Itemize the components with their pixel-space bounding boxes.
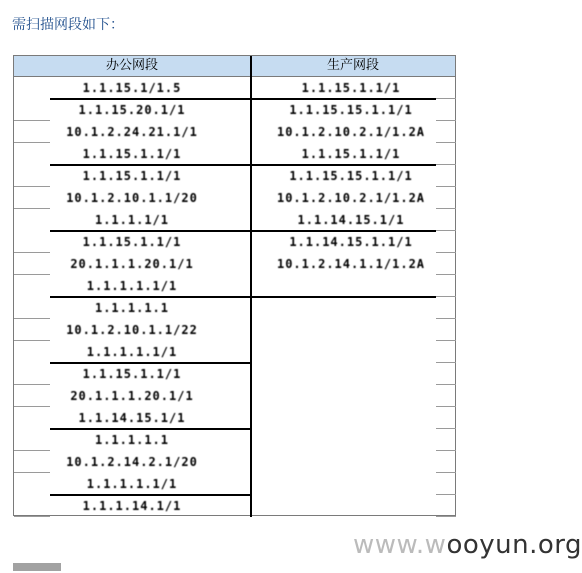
row-divider: [50, 472, 250, 473]
table-header: [14, 56, 455, 77]
row-divider: [436, 516, 456, 517]
row-divider: [50, 164, 250, 166]
row-divider: [14, 208, 50, 209]
row-divider: [436, 296, 456, 297]
watermark: www.wooyun.org: [353, 530, 582, 560]
row-divider: [50, 428, 250, 430]
office-cell: 1.1.15.1.1/1: [82, 367, 182, 381]
row-divider: [50, 252, 250, 253]
header-production: 生产网段: [326, 58, 379, 73]
row-divider: [14, 318, 50, 319]
row-divider: [14, 472, 50, 473]
office-cell: 1.1.15.20.1/1: [78, 103, 186, 117]
row-divider: [50, 362, 250, 364]
cropped-footer-fragment: [13, 563, 61, 571]
office-cell: 10.1.2.10.1.1/22: [66, 323, 198, 337]
office-cell: 1.1.15.1/1.5: [82, 81, 182, 95]
row-divider: [50, 186, 250, 187]
row-divider: [14, 120, 50, 121]
row-divider: [50, 274, 250, 275]
row-divider: [50, 516, 250, 517]
row-divider: [252, 296, 436, 298]
row-divider: [50, 384, 250, 385]
office-cell: 20.1.1.1.20.1/1: [70, 389, 194, 403]
production-cell: 1.1.15.1.1/1: [301, 81, 401, 95]
production-cell: 1.1.15.1.1/1: [301, 147, 401, 161]
office-cell: 1.1.1.14.1/1: [82, 499, 182, 513]
column-divider: [250, 56, 252, 517]
office-cell: 1.1.1.1/1: [94, 213, 170, 227]
row-divider: [50, 142, 250, 143]
row-divider: [50, 340, 250, 341]
row-divider: [252, 164, 436, 166]
row-divider: [14, 516, 50, 517]
row-divider: [436, 340, 456, 341]
row-divider: [436, 318, 456, 319]
production-cell: 1.1.14.15.1.1/1: [289, 235, 413, 249]
office-cell: 1.1.1.1.1: [94, 301, 170, 315]
row-divider: [436, 428, 456, 429]
row-divider: [14, 450, 50, 451]
production-cell: 10.1.2.10.2.1/1.2A: [276, 191, 426, 205]
production-cell: 1.1.15.15.1.1/1: [289, 169, 413, 183]
office-cell: 1.1.1.1.1: [94, 433, 170, 447]
row-divider: [436, 406, 456, 407]
row-divider: [436, 120, 456, 121]
network-segment-table: [13, 55, 456, 516]
row-divider: [50, 208, 250, 209]
office-cell: 1.1.1.1.1/1: [86, 345, 178, 359]
row-divider: [50, 98, 250, 100]
row-divider: [50, 450, 250, 451]
production-cell: 10.1.2.14.1.1/1.2A: [276, 257, 426, 271]
office-cell: 10.1.2.14.2.1/20: [66, 455, 198, 469]
office-cell: 10.1.2.24.21.1/1: [66, 125, 198, 139]
row-divider: [436, 362, 456, 363]
row-divider: [50, 230, 250, 232]
row-divider: [252, 98, 436, 100]
production-cell: 1.1.14.15.1/1: [297, 213, 405, 227]
office-cell: 1.1.15.1.1/1: [82, 235, 182, 249]
office-cell: 1.1.15.1.1/1: [82, 147, 182, 161]
row-divider: [436, 186, 456, 187]
row-divider: [50, 296, 250, 298]
row-divider: [14, 274, 50, 275]
office-cell: 10.1.2.10.1.1/20: [66, 191, 198, 205]
row-divider: [436, 98, 456, 99]
row-divider: [436, 142, 456, 143]
row-divider: [14, 340, 50, 341]
row-divider: [50, 406, 250, 407]
office-cell: 1.1.15.1.1/1: [82, 169, 182, 183]
row-divider: [14, 384, 50, 385]
office-cell: 1.1.1.1.1/1: [86, 477, 178, 491]
production-cell: 1.1.15.15.1.1/1: [289, 103, 413, 117]
intro-text: 需扫描网段如下：: [12, 17, 124, 33]
office-cell: 20.1.1.1.20.1/1: [70, 257, 194, 271]
row-divider: [436, 230, 456, 231]
row-divider: [436, 252, 456, 253]
row-divider: [436, 274, 456, 275]
row-divider: [50, 120, 250, 121]
row-divider: [50, 494, 250, 496]
row-divider: [50, 318, 250, 319]
production-cell: 10.1.2.10.2.1/1.2A: [276, 125, 426, 139]
row-divider: [14, 406, 50, 407]
row-divider: [436, 164, 456, 165]
row-divider: [14, 252, 50, 253]
row-divider: [252, 230, 436, 232]
row-divider: [436, 472, 456, 473]
header-office: 办公网段: [105, 58, 158, 73]
row-divider: [14, 186, 50, 187]
row-divider: [436, 450, 456, 451]
row-divider: [436, 494, 456, 495]
row-divider: [14, 142, 50, 143]
office-cell: 1.1.1.1.1/1: [86, 279, 178, 293]
row-divider: [436, 384, 456, 385]
row-divider: [436, 208, 456, 209]
office-cell: 1.1.14.15.1/1: [78, 411, 186, 425]
